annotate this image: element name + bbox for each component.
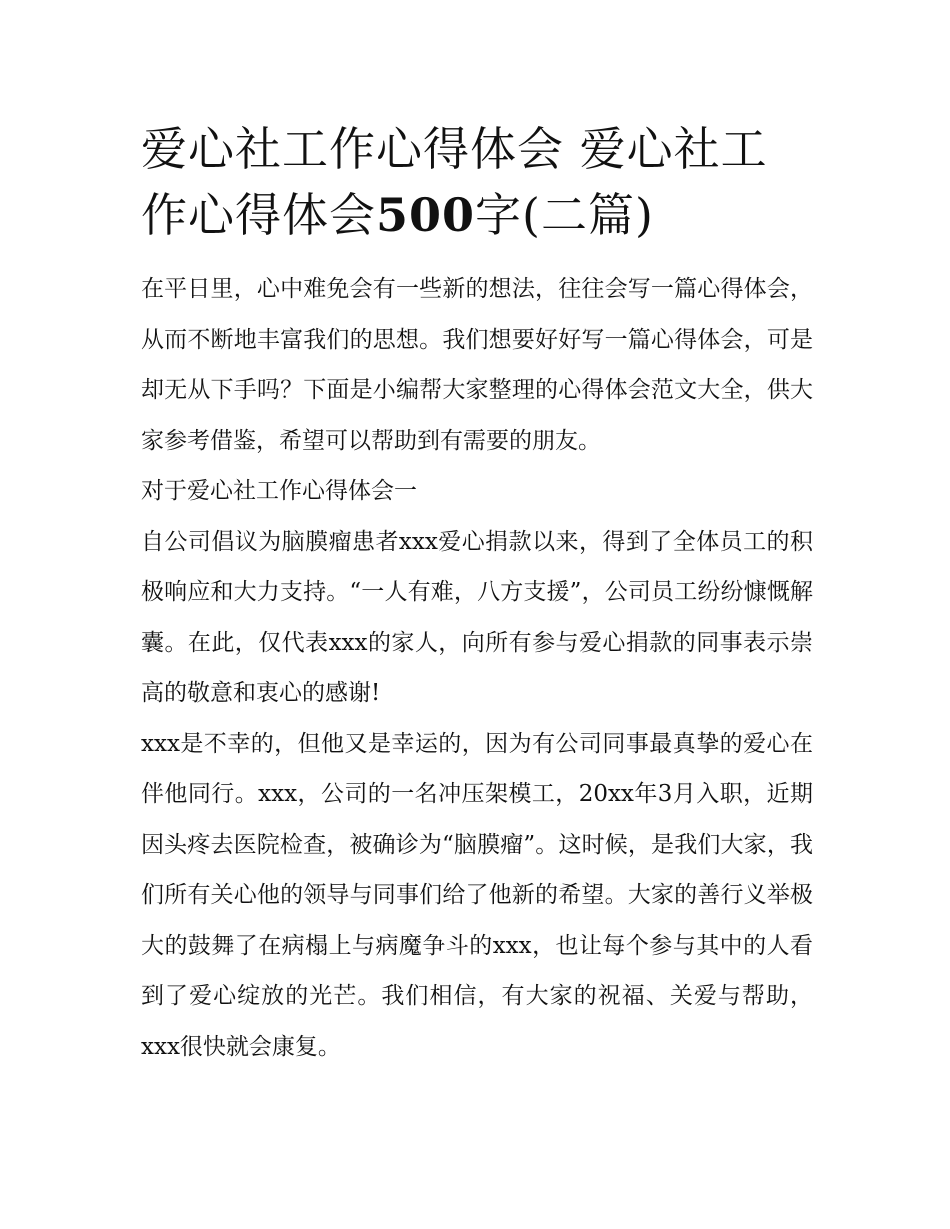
title-suffix: 字(二篇) — [475, 188, 654, 242]
body-paragraph-2: xxx是不幸的，但他又是幸运的，因为有公司同事最真挚的爱心在伴他同行。xxx，公司的一名冲压架模工，20xx年3月入职，近期因头疼去医院检查，被确诊为“脑膜瘤”。这时候，是我们大家，我们所有关心他的领导与同事们给了他新的希望。大家的善行义举极大的鼓舞了在病榻上与病魔争斗的xxx，也让每个参与其中的人看到了爱心绽放的光芒。我们相信，有大家的祝福、关爱与帮助，xxx很快就会康复。 — [141, 730, 813, 1060]
document-body — [141, 264, 813, 1072]
document-page — [141, 0, 813, 1072]
section-heading: 对于爱心社工作心得体会一 — [141, 478, 417, 504]
title-word-count: 500 — [376, 188, 476, 242]
title-text: 爱心社工作心得体会 爱心社工作心得体会 — [141, 122, 768, 242]
document-title — [141, 0, 813, 248]
body-paragraph-1: 自公司倡议为脑膜瘤患者xxx爱心捐款以来，得到了全体员工的积极响应和大力支持。“一人有难，八方支援”，公司员工纷纷慷慨解囊。在此，仅代表xxx的家人，向所有参与爱心捐款的同事表示崇高的敬意和衷心的感谢! — [141, 528, 813, 706]
intro-paragraph: 在平日里，心中难免会有一些新的想法，往往会写一篇心得体会，从而不断地丰富我们的思想。我们想要好好写一篇心得体会，可是却无从下手吗？下面是小编帮大家整理的心得体会范文大全，供大家参考借鉴，希望可以帮助到有需要的朋友。 — [141, 276, 813, 454]
